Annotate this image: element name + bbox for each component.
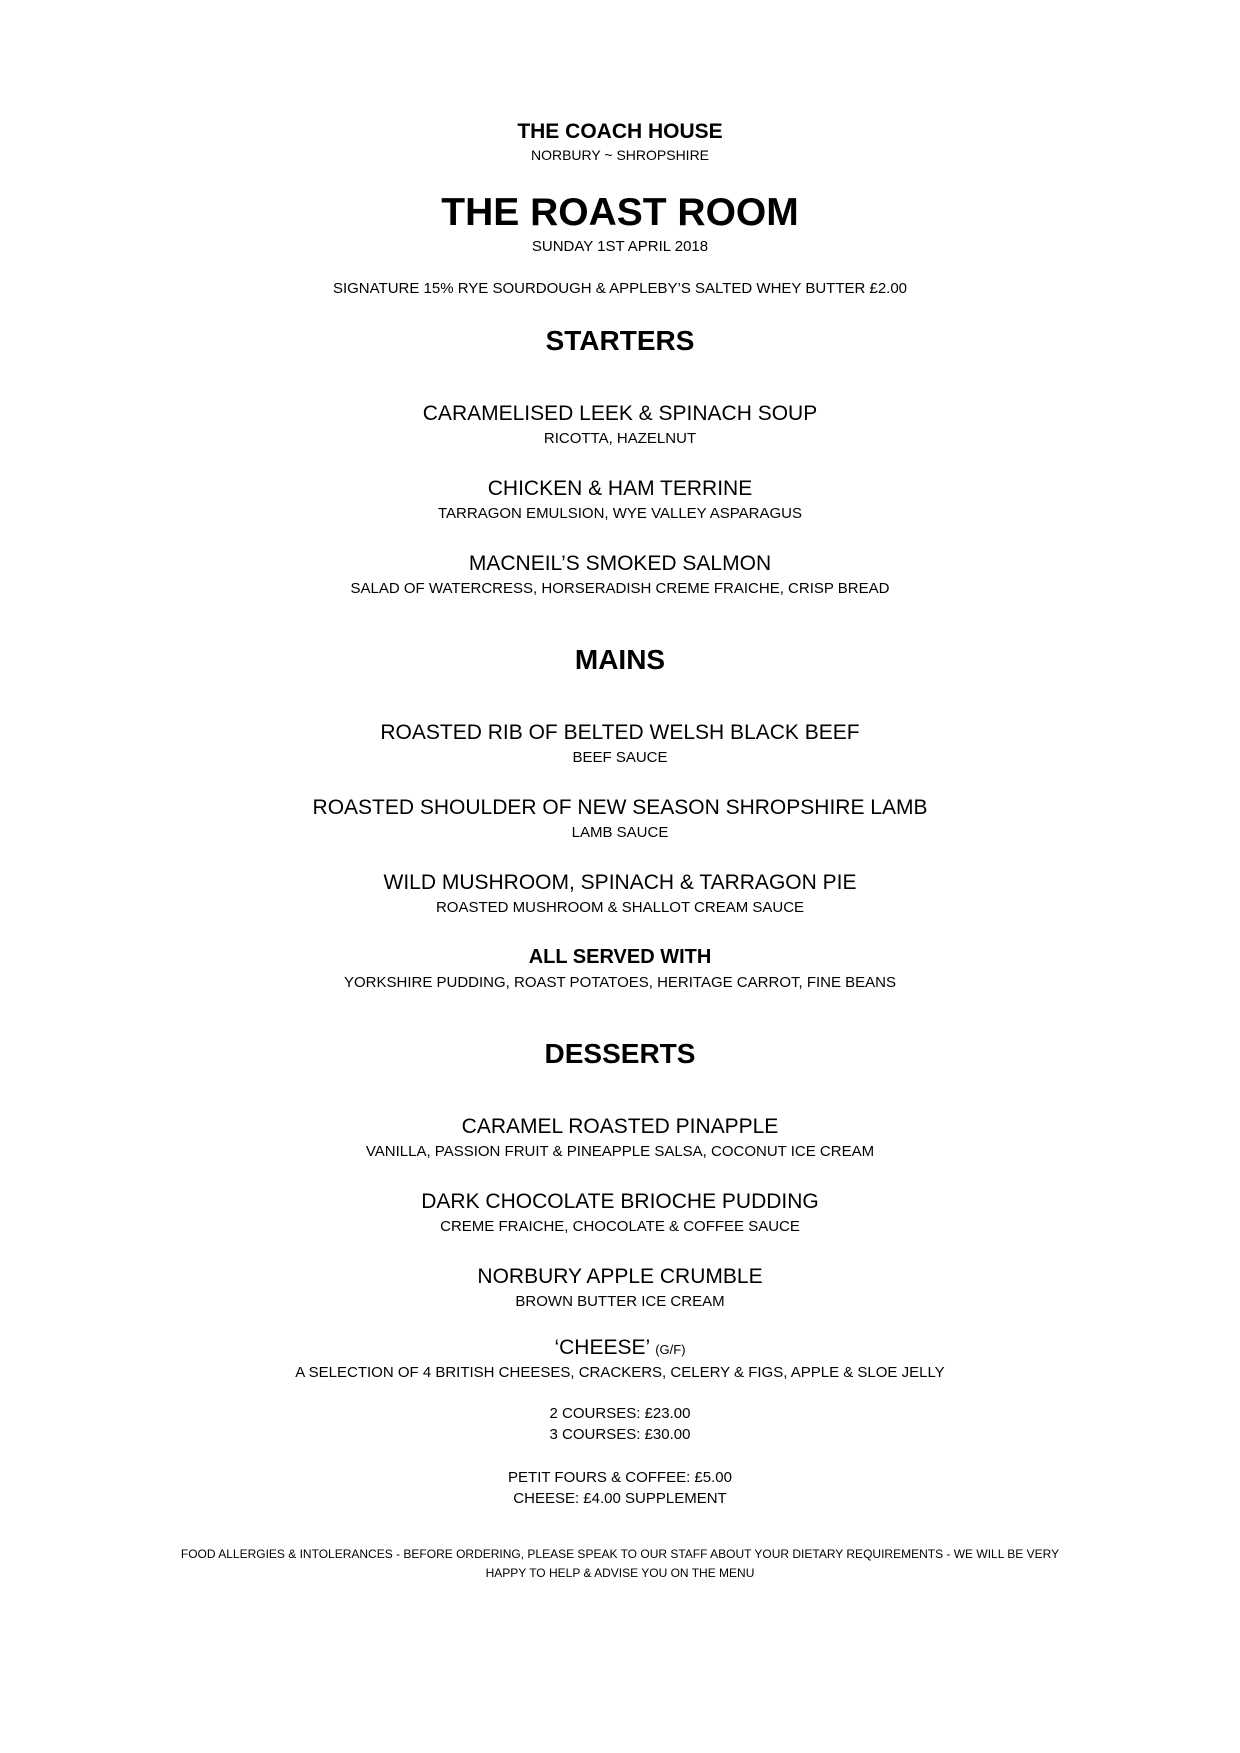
- main-item-description: BEEF SAUCE: [572, 749, 668, 766]
- allergy-notice-line1: FOOD ALLERGIES & INTOLERANCES - BEFORE ORDERING, PLEASE SPEAK TO OUR STAFF ABOUT YOUR DIETARY REQUIREMENTS - WE WILL BE VERY: [180, 1547, 1060, 1561]
- dessert-item-description: BROWN BUTTER ICE CREAM: [515, 1293, 725, 1310]
- price-two-courses: 2 COURSES: £23.00: [549, 1405, 691, 1422]
- dessert-item-name: NORBURY APPLE CRUMBLE: [477, 1265, 763, 1288]
- served-with-sides: YORKSHIRE PUDDING, ROAST POTATOES, HERITAGE CARROT, FINE BEANS: [343, 974, 897, 991]
- starter-item-name: CARAMELISED LEEK & SPINACH SOUP: [422, 402, 818, 425]
- price-petit-fours: PETIT FOURS & COFFEE: £5.00: [508, 1469, 732, 1486]
- starters-heading: STARTERS: [545, 325, 695, 356]
- main-item-name: ROASTED SHOULDER OF NEW SEASON SHROPSHIRE LAMB: [312, 796, 928, 819]
- page-title: THE ROAST ROOM: [441, 191, 799, 234]
- bread-offer: SIGNATURE 15% RYE SOURDOUGH & APPLEBY’S SALTED WHEY BUTTER £2.00: [332, 280, 908, 297]
- main-item-name: WILD MUSHROOM, SPINACH & TARRAGON PIE: [383, 871, 857, 894]
- allergy-notice-line2: HAPPY TO HELP & ADVISE YOU ON THE MENU: [485, 1566, 755, 1580]
- starter-item-description: RICOTTA, HAZELNUT: [543, 430, 697, 447]
- starter-item-description: TARRAGON EMULSION, WYE VALLEY ASPARAGUS: [438, 505, 802, 522]
- starter-item-name: MACNEIL’S SMOKED SALMON: [468, 552, 772, 575]
- dessert-item-description: CREME FRAICHE, CHOCOLATE & COFFEE SAUCE: [440, 1218, 800, 1235]
- dessert-item-description: VANILLA, PASSION FRUIT & PINEAPPLE SALSA, COCONUT ICE CREAM: [365, 1143, 875, 1160]
- gluten-free-note: (G/F): [655, 1342, 686, 1357]
- starter-item-description: SALAD OF WATERCRESS, HORSERADISH CREME FRAICHE, CRISP BREAD: [350, 580, 890, 597]
- price-cheese-supplement: CHEESE: £4.00 SUPPLEMENT: [513, 1490, 727, 1507]
- main-item-description: LAMB SAUCE: [571, 824, 669, 841]
- starter-item-name: CHICKEN & HAM TERRINE: [487, 477, 753, 500]
- served-with-heading: ALL SERVED WITH: [528, 946, 712, 968]
- cheese-item: [0, 1337, 1240, 1358]
- main-item-name: ROASTED RIB OF BELTED WELSH BLACK BEEF: [380, 721, 860, 744]
- mains-heading: MAINS: [574, 644, 666, 675]
- cheese-item-description: A SELECTION OF 4 BRITISH CHEESES, CRACKERS, CELERY & FIGS, APPLE & SLOE JELLY: [295, 1364, 945, 1381]
- dessert-item-name: CARAMEL ROASTED PINAPPLE: [461, 1115, 779, 1138]
- dessert-item-name: DARK CHOCOLATE BRIOCHE PUDDING: [421, 1190, 819, 1213]
- menu-date: SUNDAY 1ST APRIL 2018: [531, 238, 709, 255]
- main-item-description: ROASTED MUSHROOM & SHALLOT CREAM SAUCE: [435, 899, 805, 916]
- price-three-courses: 3 COURSES: £30.00: [549, 1426, 691, 1443]
- cheese-item-name: ‘CHEESE’: [554, 1336, 650, 1359]
- venue-location: NORBURY ~ SHROPSHIRE: [530, 147, 710, 163]
- venue-name: THE COACH HOUSE: [517, 120, 723, 143]
- desserts-heading: DESSERTS: [544, 1038, 696, 1069]
